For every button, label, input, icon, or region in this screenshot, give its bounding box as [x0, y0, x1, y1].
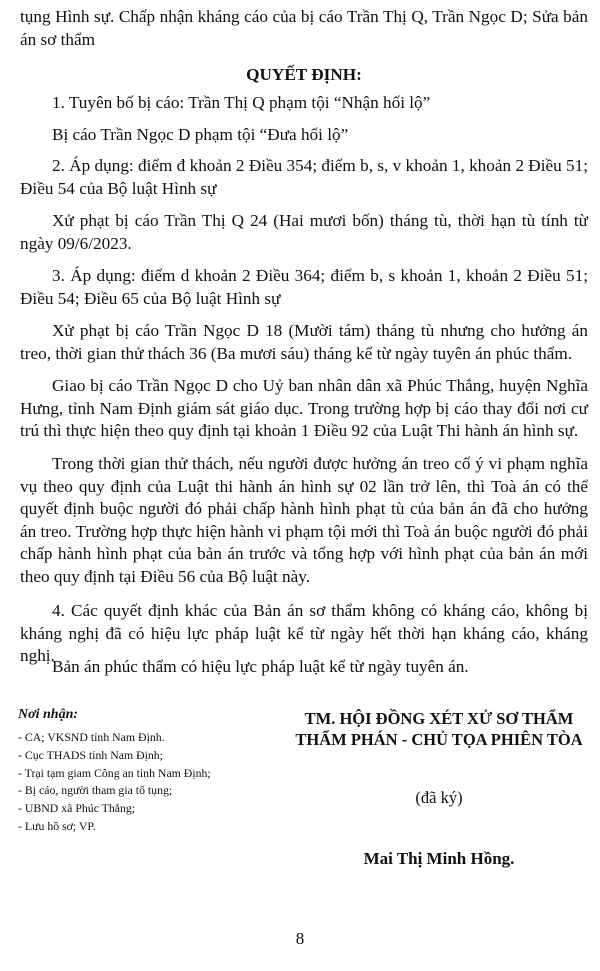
signature-council-title: TM. HỘI ĐỒNG XÉT XỬ SƠ THẨM [304, 709, 574, 728]
recipient-item: - CA; VKSND tỉnh Nam Định. [18, 730, 165, 744]
page-number: 8 [295, 929, 305, 948]
signed-note: (đã ký) [415, 788, 463, 807]
paragraph-4: Xử phạt bị cáo Trần Thị Q 24 (Hai mươi bốn) tháng tù, thời hạn tù tính từ ngày 09/6/2023. [20, 211, 588, 253]
recipients-title: Nơi nhận: [18, 707, 79, 722]
paragraph-5: 3. Áp dụng: điểm d khoản 2 Điều 364; điểm b, s khoản 1, khoản 2 Điều 51; Điều 54; Điều 65 của Bộ luật Hình sự [20, 266, 588, 308]
recipient-item: - UBND xã Phúc Thắng; [18, 801, 136, 816]
recipients-list [18, 729, 211, 836]
signer-name: Mai Thị Minh Hồng. [363, 849, 515, 868]
paragraph-8: Trong thời gian thử thách, nếu người được hưởng án treo cố ý vi phạm nghĩa vụ theo quy định của Luật thi hành án hình sự 02 lần trở lên, thì Toà án có thể quyết định buộc người đó phải chấp hành hình phạt tù của bản án đã cho hưởng án treo. Trường hợp thực hiện hành vi phạm tội mới thì Toà án buộc người đó phải chấp hành hình phạt của bản án trước và tổng hợp với hình phạt của bản án mới theo quy định tại Điều 56 của Bộ luật này. [20, 454, 588, 586]
paragraph-2: Bị cáo Trần Ngọc D phạm tội “Đưa hối lộ” [52, 125, 349, 144]
recipient-item: - Cục THADS tỉnh Nam Định; [18, 747, 163, 762]
decision-heading: QUYẾT ĐỊNH: [246, 65, 362, 84]
paragraph-6: Xử phạt bị cáo Trần Ngọc D 18 (Mười tám) tháng tù nhưng cho hưởng án treo, thời gian thử thách 36 (Ba mươi sáu) tháng kể từ ngày tuyên án phúc thẩm. [20, 321, 588, 363]
paragraph-9: 4. Các quyết định khác của Bản án sơ thẩm không có kháng cáo, không bị kháng nghị đã có hiệu lực pháp luật kể từ ngày hết thời hạn kháng cáo, kháng nghị. [20, 601, 588, 665]
recipient-item: - Trại tạm giam Công an tỉnh Nam Định; [18, 765, 211, 780]
signature-judge-title: THẨM PHÁN - CHỦ TỌA PHIÊN TÒA [295, 730, 583, 749]
recipient-item: - Bị cáo, người tham gia tố tụng; [18, 783, 173, 798]
intro-paragraph: tụng Hình sự. Chấp nhận kháng cáo của bị cáo Trần Thị Q, Trần Ngọc D; Sửa bản án sơ thẩm [20, 7, 588, 49]
paragraph-7: Giao bị cáo Trần Ngọc D cho Uỷ ban nhân dân xã Phúc Thắng, huyện Nghĩa Hưng, tỉnh Nam Định giám sát giáo dục. Trong trường hợp bị cáo thay đổi nơi cư trú thì thực hiện theo quy định tại khoản 1 Điều 92 của Luật Thi hành án hình sự. [20, 376, 588, 440]
paragraph-3: 2. Áp dụng: điểm đ khoản 2 Điều 354; điểm b, s, v khoản 1, khoản 2 Điều 51; Điều 54 của Bộ luật Hình sự [20, 156, 588, 198]
recipient-item: - Lưu hồ sơ; VP. [18, 818, 96, 833]
paragraph-1: 1. Tuyên bố bị cáo: Trần Thị Q phạm tội “Nhận hối lộ” [52, 93, 431, 112]
paragraph-10: Bản án phúc thẩm có hiệu lực pháp luật kể từ ngày tuyên án. [52, 657, 469, 676]
